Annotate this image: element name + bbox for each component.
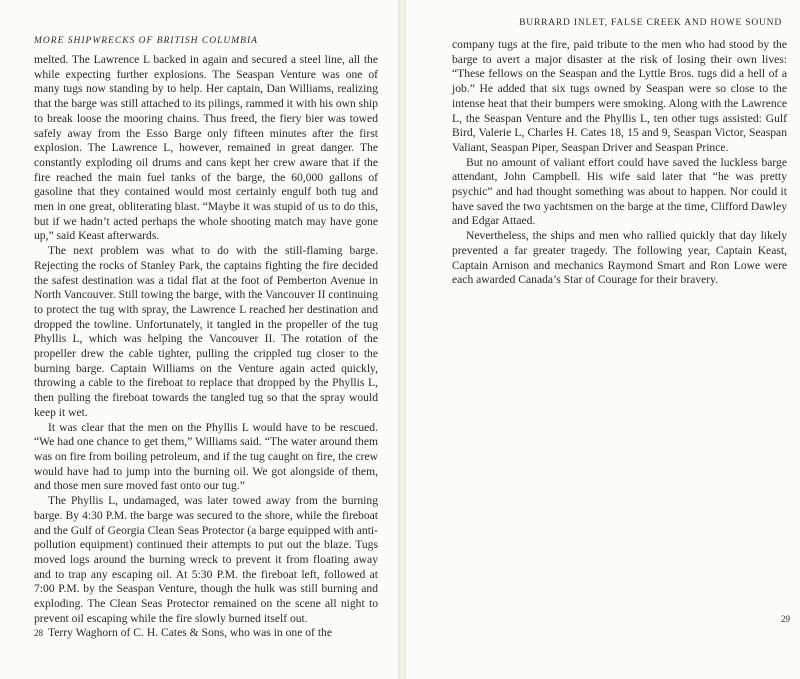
right-page-number: 29 — [781, 614, 790, 624]
right-running-head: BURRARD INLET, FALSE CREEK AND HOWE SOUND — [519, 18, 782, 28]
left-paragraph-3: It was clear that the men on the Phyllis L would have to be rescued. “We had one chance to get them,” Williams said. “The water around them was on fire from boiling petroleum, and if the tug caught on fire, the crew would have had to jump into the burning oil. We got alongside of them, and those men sure moved fast onto our tug.” — [34, 420, 378, 493]
right-body-text — [452, 38, 787, 288]
right-paragraph-2: But no amount of valiant effort could have saved the luckless barge attendant, John Campbell. His wife said later that “he was pretty psychic” and had thought something was about to happen. Nor could it have saved the two yachtsmen on the barge at the time, Clifford Dawley and Edgar Attaed. — [452, 155, 787, 228]
left-paragraph-4: The Phyllis L, undamaged, was later towed away from the burning barge. By 4:30 P.M. the barge was secured to the shore, while the fireboat and the Gulf of Georgia Clean Seas Protector (a barge equipped with anti-pollution equipment) continued their attempts to put out the blaze. Tugs moved logs around the burning wreck to prevent it from floating away and to trap any escaping oil. At 5:30 P.M. the fireboat left, followed at 7:00 P.M. by the Seaspan Venture, though the hulk was still burning and exploding. The Clean Seas Protector remained on the scene all night to prevent oil escaping while the fire slowly burned itself out. — [34, 494, 378, 625]
left-paragraph-2: The next problem was what to do with the still-flaming barge. Rejecting the rocks of Stanley Park, the captains fighting the fire decided the safest destination was a tidal flat at the foot of Pemberton Avenue in North Vancouver. Still towing the barge, with the Vancouver II continuing to protect the tug with spray, the Lawrence L reached her destination and dropped the towline. Unfortunately, it tangled in the propeller of the tug Phyllis L, which was helping the Vancouver II. The rotation of the propeller drew the cable tighter, pulling the crippled tug closer to the burning barge. Captain Williams on the Venture again acted quickly, throwing a cable to the fireboat to replace that dropped by the Phyllis L, then pulling the fireboat towards the tangled tug so that the spray would keep it wet. — [34, 244, 378, 419]
left-page-number: 28 — [34, 628, 43, 638]
right-paragraph-3: Nevertheless, the ships and men who rallied quickly that day likely prevented a far greater tragedy. The following year, Captain Keast, Captain Arnison and mechanics Raymond Smart and Ron Lowe were each awarded Canada’s Star of Courage for their bravery. — [452, 229, 787, 287]
left-paragraph-5: Terry Waghorn of C. H. Cates & Sons, who was in one of the — [48, 626, 332, 640]
left-paragraph-1: melted. The Lawrence L backed in again and secured a steel line, all the while expecting further explosions. The Seaspan Venture was one of many tugs now standing by to help. Her captain, Dan Williams, realizing that the barge was still attached to its pilings, rammed it with his own ship to break loose the mooring chains. Thus freed, the fiery bier was towed safely away from the Esso Barge only fifteen minutes after the first explosion. The Lawrence L, however, remained in great danger. The constantly exploding oil drums and cans kept her crew aware that if the fire reached the main fuel tanks of the barge, the 60,000 gallons of gasoline that they contained would most certainly engulf both tug and men in one great, obliterating blast. “Maybe it was stupid of us to do this, but if we hadn’t acted perhaps the whole shooting match may have gone up,” said Keast afterwards. — [34, 53, 379, 243]
left-page — [0, 0, 398, 679]
right-page — [406, 0, 800, 679]
right-paragraph-1: company tugs at the fire, paid tribute to the men who had stood by the barge to avert a major disaster at the risk of losing their own lives: “These fellows on the Seaspan and the Lyttle Bros. tugs did a hell of a job.” He added that six tugs owned by Seaspan were so close to the intense heat that their bumpers were smoking. Along with the Lawrence L, the Seaspan Venture and the Phyllis L, ten other tugs assisted: Gulf Bird, Valerie L, Charles H. Cates 18, 15 and 9, Seaspan Victor, Seaspan Valiant, Seaspan Piper, Seaspan Driver and Seaspan Prince. — [452, 38, 787, 154]
left-body-text — [34, 53, 378, 641]
book-gutter — [398, 0, 406, 679]
left-running-head: MORE SHIPWRECKS OF BRITISH COLUMBIA — [34, 36, 258, 46]
